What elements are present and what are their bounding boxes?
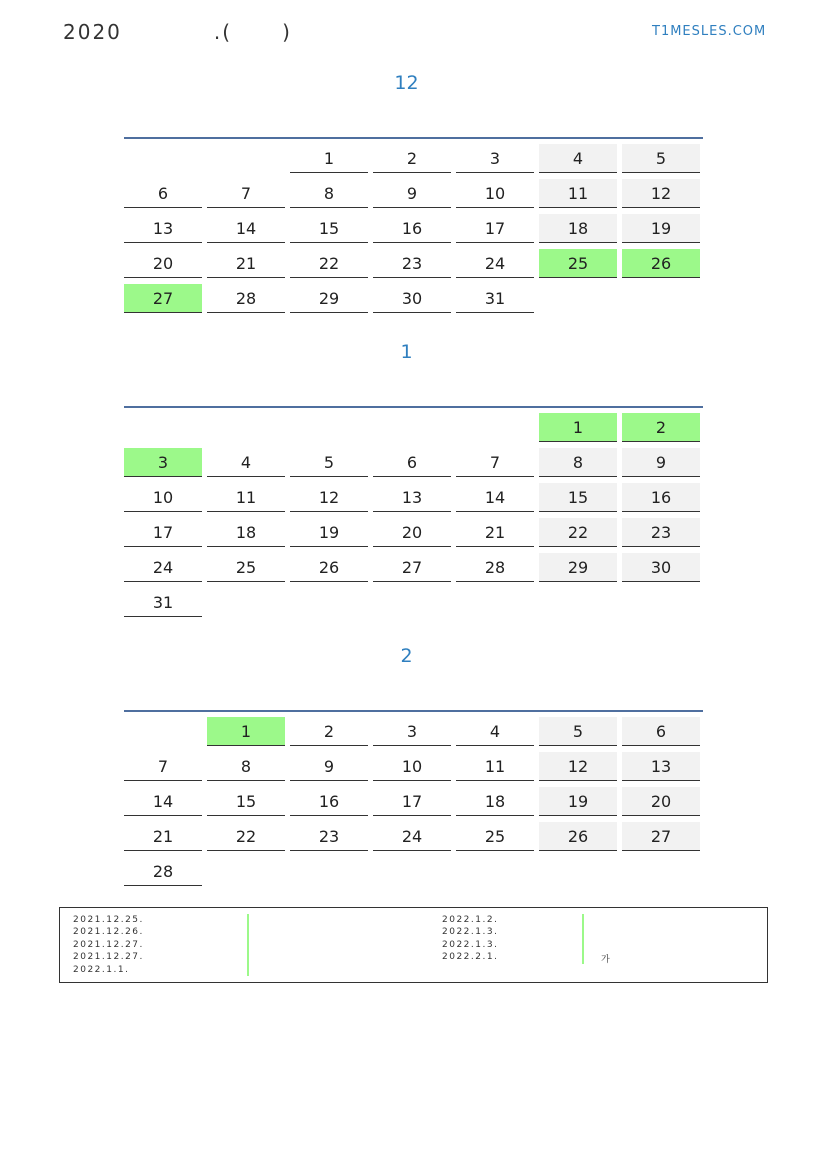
calendar-day: 28 xyxy=(124,857,202,886)
calendar-day: 5 xyxy=(290,448,368,477)
calendar-day: 22 xyxy=(207,822,285,851)
calendar-week xyxy=(124,787,700,816)
calendar-day: 19 xyxy=(290,518,368,547)
holiday-date: 2021.12.26. xyxy=(73,927,144,938)
holiday-date: 2022.1.1. xyxy=(73,964,130,975)
calendar-day: 9 xyxy=(373,179,451,208)
calendar-day: 21 xyxy=(456,518,534,547)
calendar-day: 2 xyxy=(373,144,451,173)
calendar-day: 27 xyxy=(622,822,700,851)
calendar-day: 16 xyxy=(290,787,368,816)
holiday-notes xyxy=(59,907,768,983)
month-title: 12 xyxy=(394,72,419,94)
calendar-day: 22 xyxy=(539,518,617,547)
holiday-list-left xyxy=(73,914,144,976)
calendar-day: 1 xyxy=(207,717,285,746)
calendar-empty-cell xyxy=(207,857,285,886)
calendar-day: 28 xyxy=(456,553,534,582)
month-calendar xyxy=(124,710,703,892)
calendar-week xyxy=(124,413,700,442)
calendar-empty-cell xyxy=(622,588,700,617)
calendar-empty-cell xyxy=(539,857,617,886)
calendar-empty-cell xyxy=(539,284,617,313)
calendar-day: 4 xyxy=(207,448,285,477)
calendar-day: 15 xyxy=(207,787,285,816)
calendar-empty-cell xyxy=(622,857,700,886)
month-calendar xyxy=(124,406,703,623)
calendar-grid xyxy=(119,407,705,623)
calendar-empty-cell xyxy=(290,857,368,886)
calendar-day: 14 xyxy=(124,787,202,816)
calendar-day: 8 xyxy=(539,448,617,477)
calendar-day: 30 xyxy=(373,284,451,313)
calendar-day: 20 xyxy=(622,787,700,816)
calendar-day: 26 xyxy=(622,249,700,278)
calendar-day: 5 xyxy=(622,144,700,173)
calendar-day: 26 xyxy=(290,553,368,582)
holiday-note-extra: 가 xyxy=(601,955,610,965)
calendar-empty-cell xyxy=(124,413,202,442)
calendar-day: 11 xyxy=(539,179,617,208)
calendar-day: 18 xyxy=(207,518,285,547)
calendar-week xyxy=(124,857,700,886)
calendar-day: 14 xyxy=(456,483,534,512)
calendar-day: 13 xyxy=(124,214,202,243)
calendar-day: 8 xyxy=(207,752,285,781)
holiday-date: 2022.2.1. xyxy=(442,952,499,963)
calendar-day: 6 xyxy=(373,448,451,477)
calendar-day: 31 xyxy=(124,588,202,617)
calendar-day: 25 xyxy=(539,249,617,278)
calendar-day: 12 xyxy=(622,179,700,208)
holiday-list-right xyxy=(442,914,498,964)
calendar-week xyxy=(124,752,700,781)
calendar-day: 24 xyxy=(124,553,202,582)
calendar-empty-cell xyxy=(456,857,534,886)
calendar-empty-cell xyxy=(539,588,617,617)
calendar-week xyxy=(124,448,700,477)
calendar-grid xyxy=(119,711,705,892)
calendar-day: 23 xyxy=(373,249,451,278)
calendar-empty-cell xyxy=(207,413,285,442)
calendar-empty-cell xyxy=(290,413,368,442)
calendar-day: 15 xyxy=(290,214,368,243)
calendar-day: 29 xyxy=(290,284,368,313)
calendar-day: 13 xyxy=(622,752,700,781)
calendar-day: 29 xyxy=(539,553,617,582)
calendar-day: 7 xyxy=(456,448,534,477)
month-title: 2 xyxy=(400,645,413,667)
calendar-day: 3 xyxy=(124,448,202,477)
calendar-day: 17 xyxy=(373,787,451,816)
calendar-week xyxy=(124,518,700,547)
calendar-empty-cell xyxy=(622,284,700,313)
calendar-day: 3 xyxy=(373,717,451,746)
calendar-day: 10 xyxy=(456,179,534,208)
calendar-day: 13 xyxy=(373,483,451,512)
calendar-empty-cell xyxy=(456,588,534,617)
calendar-day: 26 xyxy=(539,822,617,851)
calendar-day: 2 xyxy=(622,413,700,442)
calendar-day: 27 xyxy=(373,553,451,582)
holiday-date: 2022.1.2. xyxy=(442,915,499,925)
calendar-day: 1 xyxy=(539,413,617,442)
calendar-day: 16 xyxy=(622,483,700,512)
calendar-week xyxy=(124,553,700,582)
calendar-empty-cell xyxy=(207,144,285,173)
calendar-day: 23 xyxy=(290,822,368,851)
calendar-day: 2 xyxy=(290,717,368,746)
calendar-grid xyxy=(119,138,705,319)
holiday-date: 2021.12.27. xyxy=(73,952,144,963)
calendar-day: 1 xyxy=(290,144,368,173)
calendar-week xyxy=(124,144,700,173)
calendar-day: 11 xyxy=(456,752,534,781)
calendar-day: 6 xyxy=(124,179,202,208)
calendar-week xyxy=(124,822,700,851)
calendar-day: 21 xyxy=(207,249,285,278)
calendar-day: 10 xyxy=(124,483,202,512)
calendar-empty-cell xyxy=(124,717,202,746)
calendar-day: 7 xyxy=(207,179,285,208)
month-calendar xyxy=(124,137,703,319)
calendar-empty-cell xyxy=(124,144,202,173)
holiday-marker xyxy=(582,914,584,964)
calendar-empty-cell xyxy=(207,588,285,617)
calendar-week xyxy=(124,284,700,313)
calendar-day: 10 xyxy=(373,752,451,781)
calendar-empty-cell xyxy=(290,588,368,617)
calendar-day: 25 xyxy=(456,822,534,851)
calendar-week xyxy=(124,717,700,746)
calendar-day: 9 xyxy=(290,752,368,781)
calendar-day: 19 xyxy=(539,787,617,816)
calendar-week xyxy=(124,483,700,512)
calendar-day: 5 xyxy=(539,717,617,746)
calendar-day: 12 xyxy=(539,752,617,781)
calendar-day: 23 xyxy=(622,518,700,547)
calendar-day: 19 xyxy=(622,214,700,243)
calendar-day: 4 xyxy=(456,717,534,746)
holiday-date: 2021.12.25. xyxy=(73,915,144,925)
calendar-day: 18 xyxy=(456,787,534,816)
calendar-day: 3 xyxy=(456,144,534,173)
calendar-week xyxy=(124,249,700,278)
holiday-date: 2021.12.27. xyxy=(73,939,144,950)
calendar-day: 24 xyxy=(456,249,534,278)
holiday-date: 2022.1.3. xyxy=(442,927,499,938)
calendar-day: 17 xyxy=(456,214,534,243)
calendar-day: 18 xyxy=(539,214,617,243)
calendar-day: 6 xyxy=(622,717,700,746)
site-link[interactable]: T1MESLES.COM xyxy=(652,24,767,39)
calendar-day: 12 xyxy=(290,483,368,512)
holiday-marker xyxy=(247,914,249,976)
calendar-day: 16 xyxy=(373,214,451,243)
calendar-week xyxy=(124,214,700,243)
calendar-empty-cell xyxy=(456,413,534,442)
calendar-day: 27 xyxy=(124,284,202,313)
calendar-week xyxy=(124,588,700,617)
calendar-day: 7 xyxy=(124,752,202,781)
calendar-day: 11 xyxy=(207,483,285,512)
calendar-day: 28 xyxy=(207,284,285,313)
calendar-day: 24 xyxy=(373,822,451,851)
calendar-empty-cell xyxy=(373,413,451,442)
calendar-day: 15 xyxy=(539,483,617,512)
month-title: 1 xyxy=(400,341,413,363)
calendar-day: 4 xyxy=(539,144,617,173)
calendar-empty-cell xyxy=(373,857,451,886)
calendar-day: 8 xyxy=(290,179,368,208)
calendar-day: 20 xyxy=(124,249,202,278)
calendar-day: 25 xyxy=(207,553,285,582)
calendar-empty-cell xyxy=(373,588,451,617)
calendar-day: 21 xyxy=(124,822,202,851)
calendar-week xyxy=(124,179,700,208)
header-title: 2020 .( ) xyxy=(63,20,292,44)
calendar-day: 9 xyxy=(622,448,700,477)
calendar-day: 30 xyxy=(622,553,700,582)
calendar-day: 31 xyxy=(456,284,534,313)
calendar-day: 17 xyxy=(124,518,202,547)
holiday-date: 2022.1.3. xyxy=(442,939,499,950)
calendar-day: 20 xyxy=(373,518,451,547)
calendar-day: 14 xyxy=(207,214,285,243)
calendar-day: 22 xyxy=(290,249,368,278)
